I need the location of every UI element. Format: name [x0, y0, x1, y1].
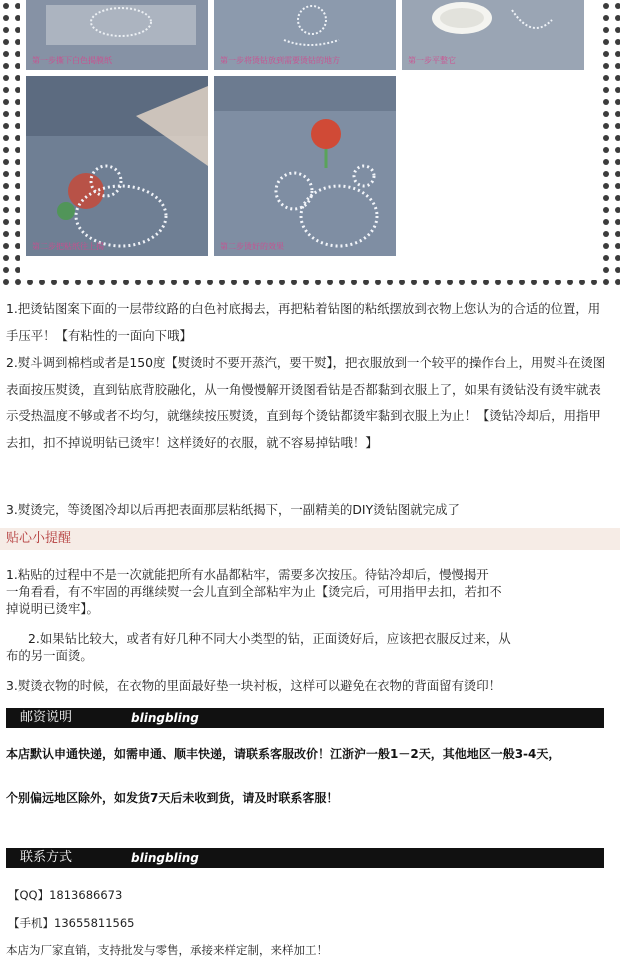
photo-press-flat — [402, 0, 584, 70]
photo-place-on-jeans — [214, 0, 396, 70]
tip-2-line-2: 布的另一面烫。 — [6, 648, 93, 663]
photo-finished-result — [214, 76, 396, 256]
caption-peel-backing: 第一步撕下白色揭膜纸 — [32, 56, 112, 65]
phone-label: 【手机】 — [8, 916, 54, 930]
qq-label: 【QQ】 — [8, 888, 50, 902]
caption-place-on-jeans: 第一步将烫钻放到需要烫钻的地方 — [220, 56, 340, 65]
shipping-line-2: 个别偏远地区除外，如发货7天后未收到货，请及时联系客服！ — [6, 791, 339, 805]
phone-number[interactable]: 13655811565 — [54, 916, 135, 930]
tips-header-bar — [0, 528, 620, 550]
contact-title: 联系方式 — [20, 850, 73, 865]
tip-3-text: 3.熨烫衣物的时候，在衣物的里面最好垫一块衬板，这样可以避免在衣物的背面留有烫印！ — [6, 678, 502, 693]
photo-lift-film — [26, 76, 208, 256]
caption-finished-result: 第二步烫好的效果 — [220, 242, 284, 251]
photo-peel-backing — [26, 0, 208, 70]
contact-section-bar — [6, 848, 604, 868]
step-1-text: 1.把烫钻图案下面的一层带纹路的白色衬底揭去，再把粘着钻图的粘纸摆放到衣物上您认为的合适的位置，用手压平！【有粘性的一面向下哦】 — [6, 301, 601, 343]
step-2-text: 2.熨斗调到棉档或者是150度【熨烫时不要开蒸汽，要干熨】，把衣服放到一个较平的操作台上，用熨斗在烫图表面按压熨烫，直到钻底背胶融化，从一角慢慢解开烫图看钻是否都黏到衣服上了，如果有烫钻没有烫牢就表示受热温度不够或者不均匀，就继续按压熨烫，直到每个烫钻都烫牢黏到衣服上为止！【烫钻冷却后，用指甲去扣，扣不掉说明钻已烫牢！这样烫好的衣服，就不容易掉钻哦！】 — [6, 355, 606, 450]
caption-lift-film: 第二步把粘纸往上揭 — [32, 242, 104, 251]
tip-1-line-2: 一角看看，有不牢固的再继续熨一会儿直到全部粘牢为止【烫完后，可用指甲去扣，若扣不 — [6, 584, 502, 599]
qq-number[interactable]: 1813686673 — [49, 888, 123, 902]
photo-collage — [0, 0, 620, 290]
shipping-brand: blingbling — [131, 711, 199, 725]
shipping-line-1: 本店默认申通快递，如需申通、顺丰快递，请联系客服改价！江浙沪一般1－2天，其他地区一般3-4天， — [6, 747, 561, 761]
photo-finished-result-image — [214, 76, 396, 256]
shipping-title: 邮资说明 — [20, 710, 73, 725]
step-3-text: 3.熨烫完，等烫图冷却以后再把表面那层粘纸揭下，一副精美的DIY烫钻图就完成了 — [6, 502, 460, 517]
tip-1-line-1: 1.粘贴的过程中不是一次就能把所有水晶都粘牢，需要多次按压。待钻冷却后，慢慢揭开 — [6, 567, 489, 582]
tip-2-line-1: 2.如果钻比较大，或者有好几种不同大小类型的钻，正面烫好后，应该把衣服反过来，从 — [28, 631, 511, 646]
shipping-section-bar — [6, 708, 604, 728]
caption-press-flat: 第一步平整它 — [408, 56, 456, 65]
tip-1-line-3: 掉说明已烫牢】。 — [6, 601, 99, 616]
contact-brand: blingbling — [131, 851, 199, 865]
contact-phone-row — [8, 916, 134, 930]
photo-lift-film-image — [26, 76, 208, 256]
tips-title: 贴心小提醒 — [6, 531, 72, 546]
contact-note: 本店为厂家直销，支持批发与零售，承接来样定制，来样加工！ — [6, 943, 328, 957]
contact-qq-row — [8, 888, 122, 902]
